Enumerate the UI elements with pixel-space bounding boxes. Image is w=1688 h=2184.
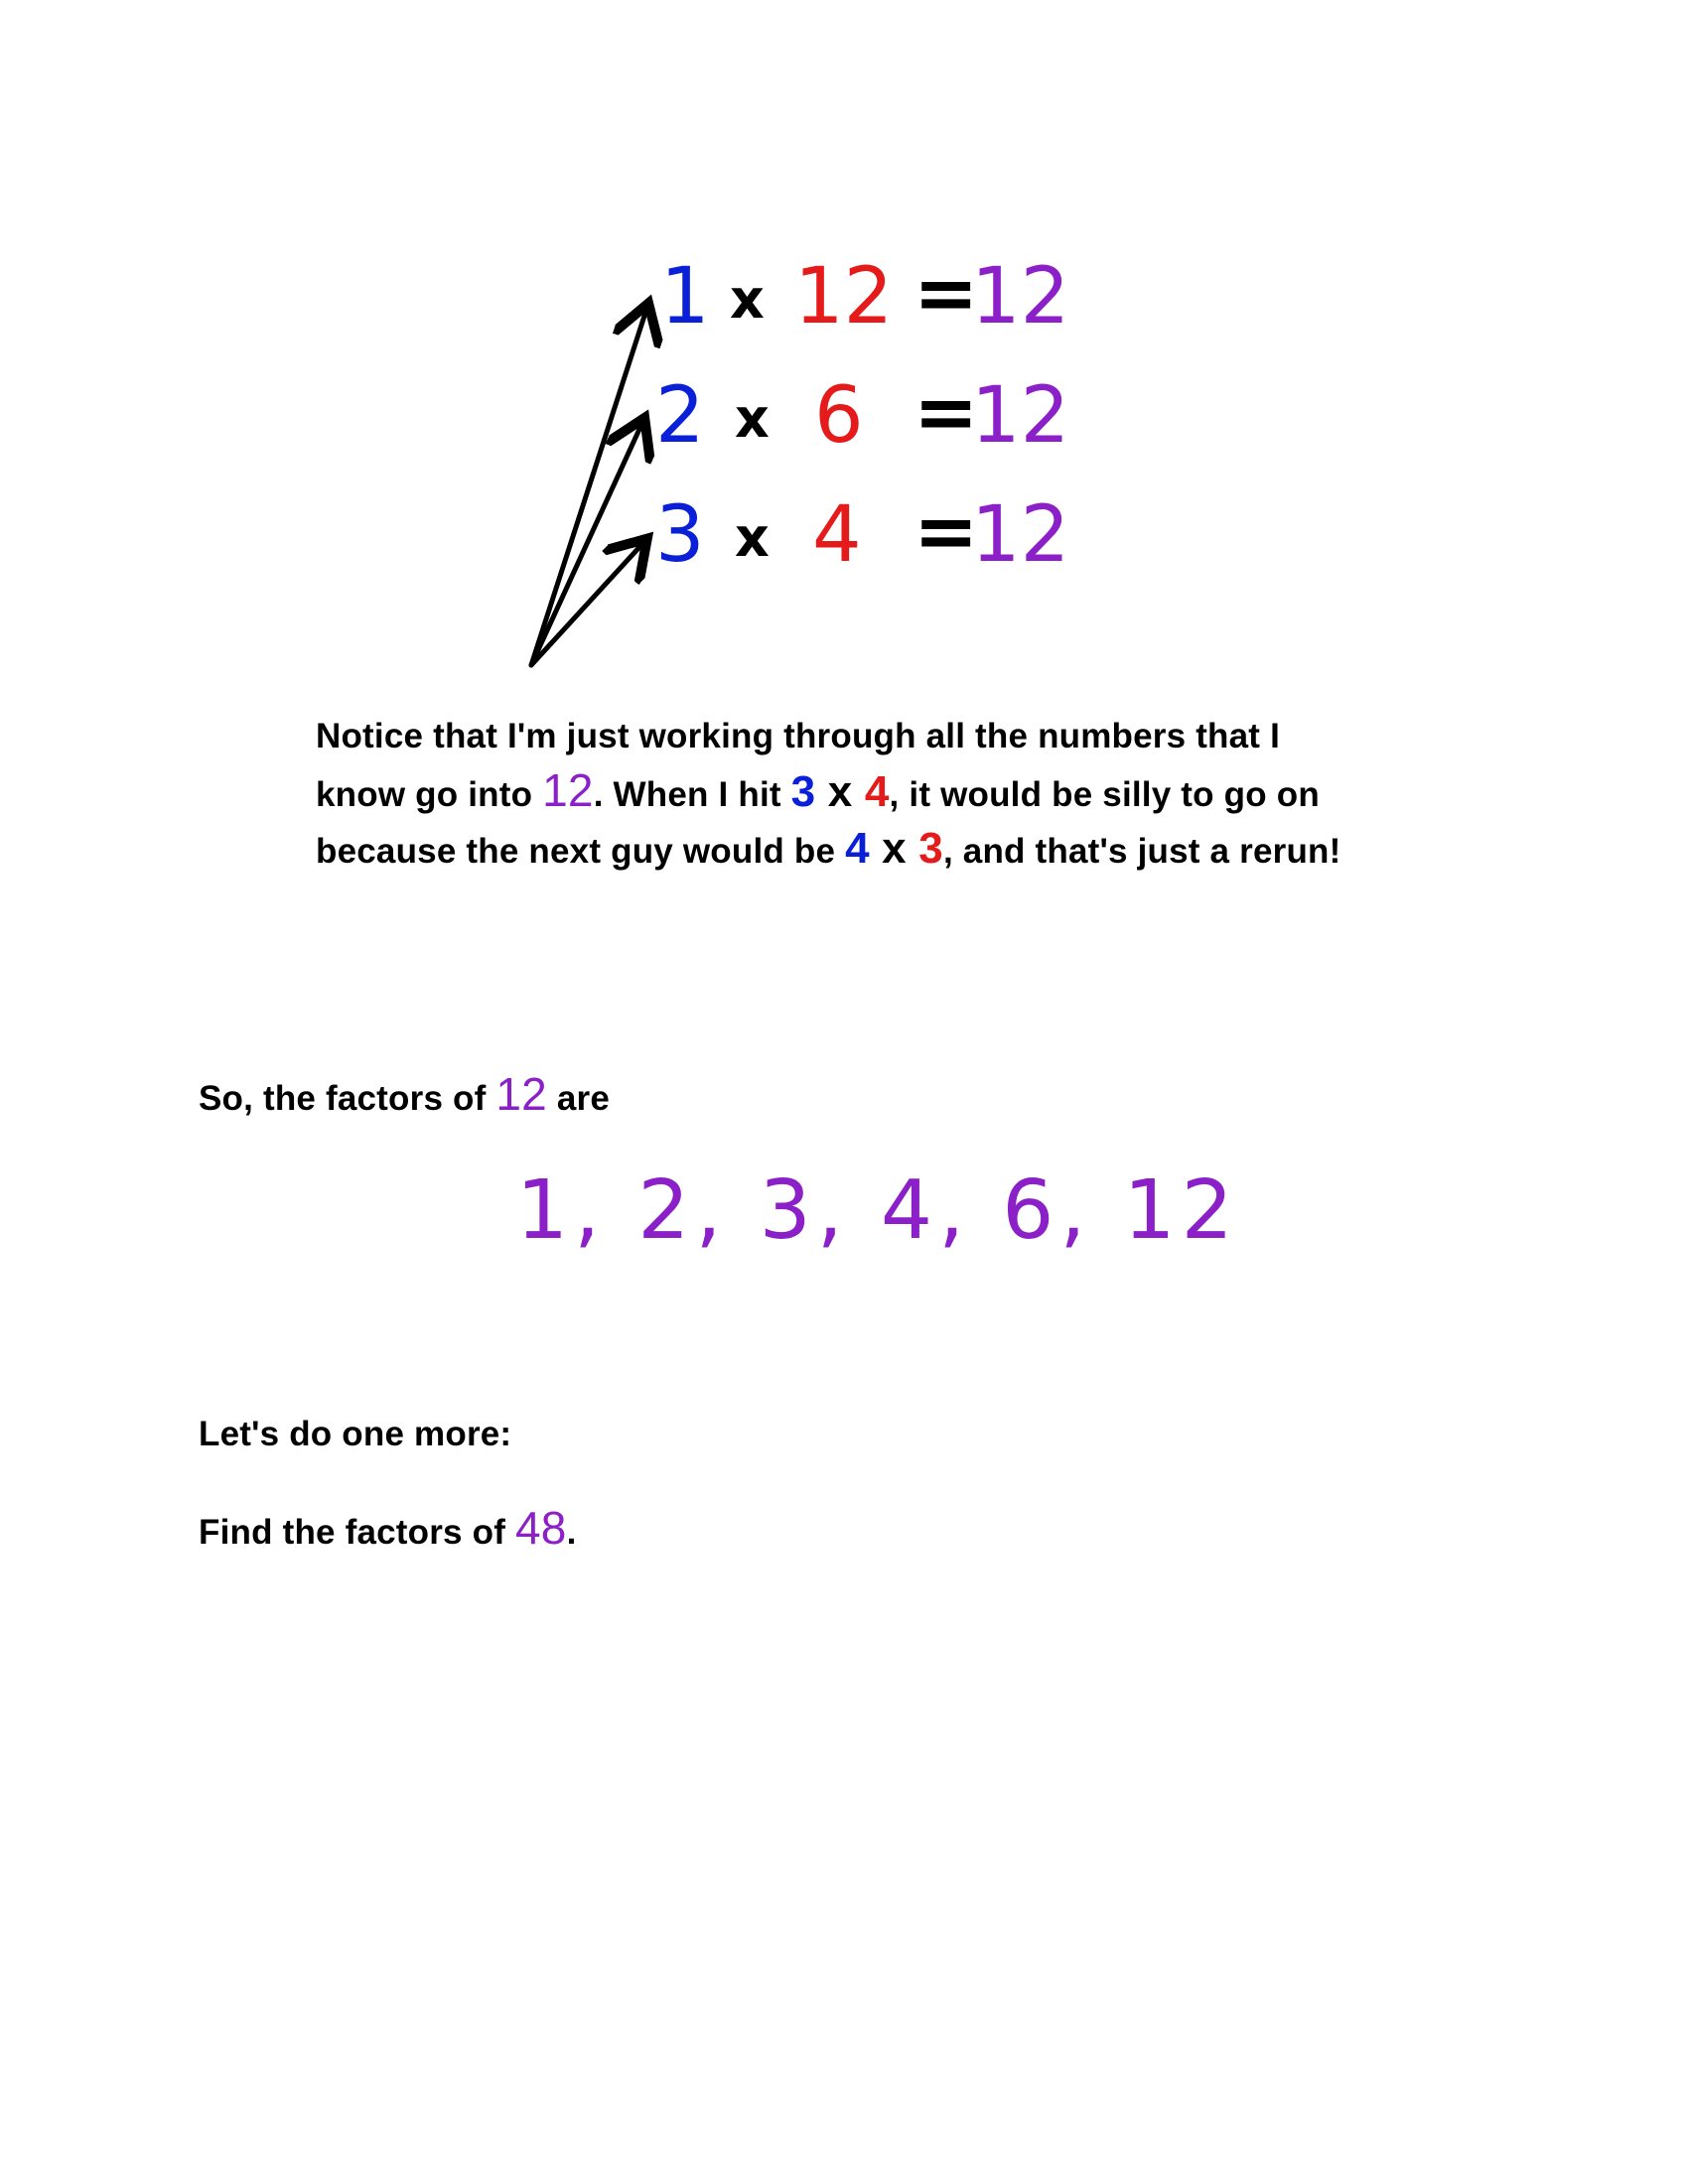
explanation-paragraph [316, 710, 1358, 879]
equation-row-1 [660, 249, 1069, 341]
arrows [531, 313, 645, 665]
find-number: 48 [515, 1502, 567, 1554]
hit-times: x [815, 767, 865, 816]
row2-factor-a: 2 [655, 371, 705, 461]
row2-product: 12 [971, 371, 1070, 461]
row2-times: x [735, 387, 770, 450]
hit-factor-b: 4 [864, 767, 890, 816]
equation-row-3 [655, 487, 1069, 580]
row2-equals: = [914, 368, 979, 458]
find-factors-prompt [199, 1501, 577, 1560]
find-before: Find the factors of [199, 1513, 515, 1552]
row3-product: 12 [971, 490, 1070, 580]
one-more-heading: Let's do one more: [199, 1415, 512, 1453]
factors-intro-before: So, the factors of [199, 1079, 496, 1118]
arrow-to-row-3 [531, 546, 640, 665]
factors-intro-number: 12 [495, 1068, 547, 1120]
explanation-text-2: . When I hit [593, 775, 791, 814]
explanation-number-12: 12 [542, 764, 594, 816]
factors-list: 1, 2, 3, 4, 6, 12 [516, 1163, 1239, 1258]
factor-pairs-figure [496, 238, 1092, 695]
explanation-text-1: Notice that I'm just working through all the numbers that I know go into [316, 717, 1281, 814]
row1-factor-a: 1 [660, 252, 710, 341]
find-after: . [566, 1513, 577, 1552]
row1-factor-b: 12 [794, 252, 894, 341]
explanation-text-4: , and that's just a rerun! [942, 832, 1341, 871]
factors-intro [199, 1067, 610, 1126]
arrow-to-row-1 [531, 313, 645, 665]
row1-equals: = [914, 249, 979, 339]
next-times: x [869, 824, 919, 873]
row3-equals: = [914, 487, 979, 577]
hit-factor-a: 3 [790, 767, 816, 816]
arrow-to-row-2 [531, 427, 640, 665]
row3-factor-a: 3 [655, 490, 705, 580]
row3-times: x [735, 506, 770, 569]
factors-intro-after: are [546, 1079, 611, 1118]
equation-row-2 [655, 368, 1069, 461]
explanation-text-3: , it would be silly to go on because the next guy would be [316, 775, 1320, 871]
row1-product: 12 [971, 252, 1070, 341]
row1-times: x [730, 268, 765, 331]
next-factor-a: 4 [845, 824, 870, 873]
row2-factor-b: 6 [814, 371, 864, 461]
row3-factor-b: 4 [812, 490, 862, 580]
next-factor-b: 3 [918, 824, 943, 873]
